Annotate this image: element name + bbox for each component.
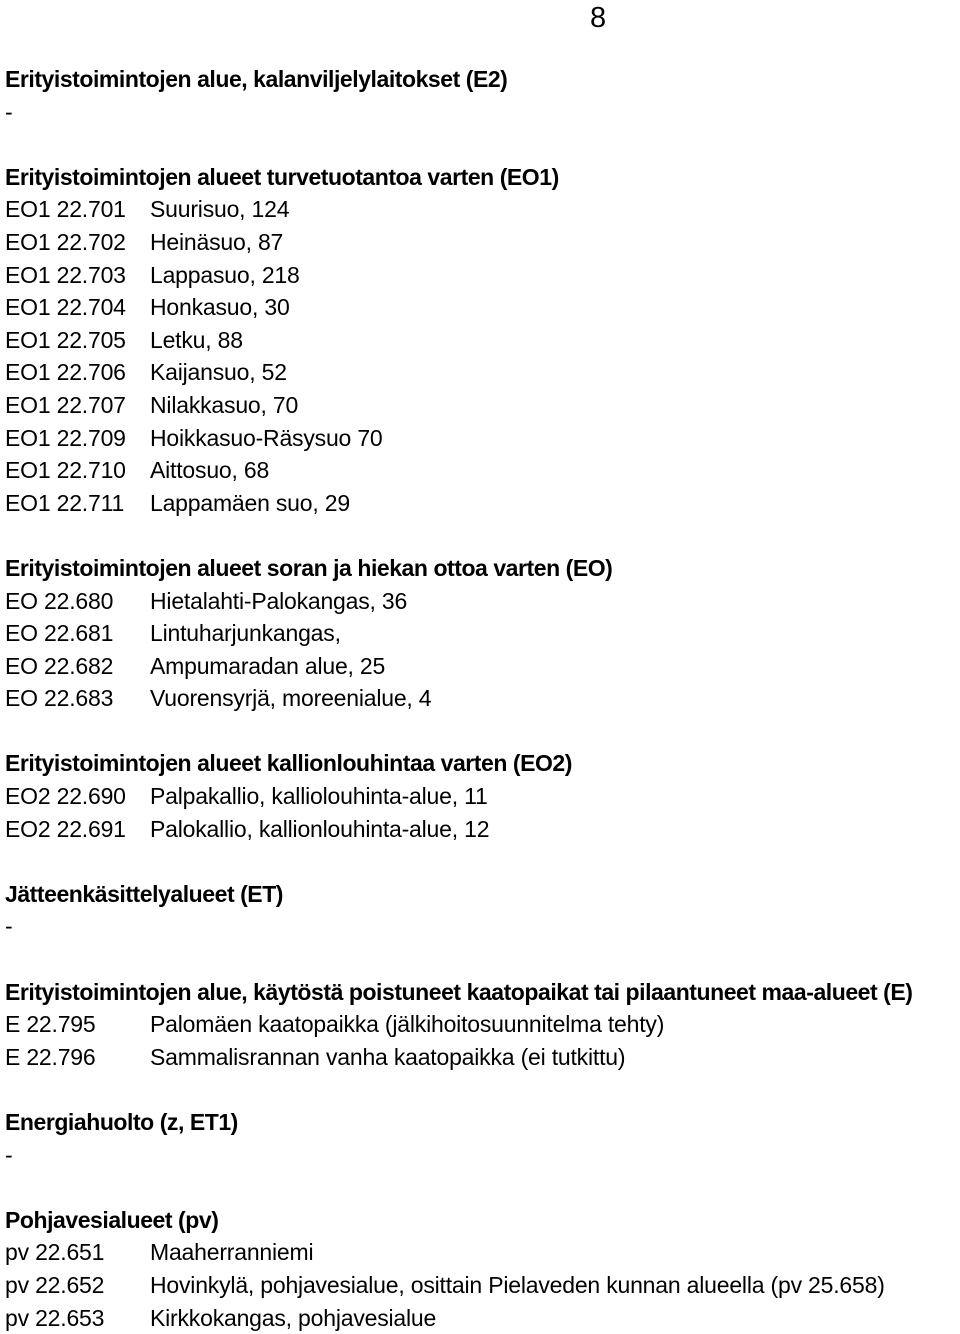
spacer	[5, 519, 960, 552]
list-item	[5, 650, 960, 683]
item-code: EO2 22.690	[5, 783, 126, 810]
empty-placeholder-e2: -	[5, 98, 13, 125]
spacer	[5, 1073, 960, 1106]
list-item	[5, 389, 960, 422]
list-item	[5, 682, 960, 715]
spacer	[5, 1171, 960, 1204]
item-code: EO1 22.709	[5, 424, 126, 451]
item-code: EO1 22.707	[5, 391, 126, 418]
spacer	[5, 128, 960, 161]
item-code: EO2 22.691	[5, 815, 126, 842]
item-name: Ampumaradan alue, 25	[150, 652, 386, 679]
item-name: Hietalahti-Palokangas, 36	[150, 587, 408, 614]
list-item	[5, 780, 960, 813]
section-heading-e: Erityistoimintojen alue, käytöstä poistuneet kaatopaikat tai pilaantuneet maa-alueet (E)	[5, 978, 913, 1005]
item-code: E 22.795	[5, 1011, 96, 1038]
list-item	[5, 356, 960, 389]
document-body	[5, 63, 960, 1334]
item-name: Kaijansuo, 52	[150, 359, 287, 386]
item-name: Kirkkokangas, pohjavesialue	[150, 1304, 437, 1331]
section-heading-pv: Pohjavesialueet (pv)	[5, 1206, 219, 1233]
item-code: EO1 22.705	[5, 326, 126, 353]
spacer	[5, 943, 960, 976]
item-code: pv 22.653	[5, 1304, 105, 1331]
item-name: Lintuharjunkangas,	[150, 620, 341, 647]
list-item	[5, 193, 960, 226]
list-item	[5, 422, 960, 455]
item-code: EO 22.681	[5, 620, 114, 647]
item-code: pv 22.652	[5, 1271, 105, 1298]
list-item	[5, 291, 960, 324]
item-code: EO1 22.704	[5, 294, 126, 321]
page-number: 8	[590, 2, 607, 34]
item-code: EO1 22.701	[5, 196, 126, 223]
item-name: Aittosuo, 68	[150, 457, 270, 484]
section-heading-eo2: Erityistoimintojen alueet kallionlouhintaa varten (EO2)	[5, 750, 572, 777]
empty-placeholder-et: -	[5, 913, 13, 940]
item-name: Suurisuo, 124	[150, 196, 290, 223]
item-code: EO 22.683	[5, 685, 114, 712]
item-name: Lappamäen suo, 29	[150, 489, 350, 516]
list-item	[5, 813, 960, 846]
list-item	[5, 1236, 960, 1269]
list-item	[5, 585, 960, 618]
item-name: Nilakkasuo, 70	[150, 391, 299, 418]
item-code: EO1 22.711	[5, 489, 125, 516]
item-name: Palokallio, kallionlouhinta-alue, 12	[150, 815, 490, 842]
item-name: Maaherranniemi	[150, 1239, 314, 1266]
item-code: EO1 22.703	[5, 261, 126, 288]
item-name: Hovinkylä, pohjavesialue, osittain Pielaveden kunnan alueella (pv 25.658)	[150, 1271, 885, 1298]
item-code: pv 22.651	[5, 1239, 105, 1266]
list-item	[5, 487, 960, 520]
list-item	[5, 1008, 960, 1041]
item-code: EO1 22.702	[5, 228, 126, 255]
list-item	[5, 259, 960, 292]
item-name: Palomäen kaatopaikka (jälkihoitosuunnitelma tehty)	[150, 1011, 665, 1038]
item-name: Vuorensyrjä, moreenialue, 4	[150, 685, 432, 712]
spacer	[5, 715, 960, 748]
item-code: EO1 22.706	[5, 359, 126, 386]
empty-placeholder-et1: -	[5, 1141, 13, 1168]
list-item	[5, 324, 960, 357]
section-heading-e2: Erityistoimintojen alue, kalanviljelylaitokset (E2)	[5, 66, 508, 92]
item-name: Hoikkasuo-Räsysuo 70	[150, 424, 383, 451]
item-name: Honkasuo, 30	[150, 294, 290, 321]
item-name: Heinäsuo, 87	[150, 228, 284, 255]
item-name: Sammalisrannan vanha kaatopaikka (ei tutkittu)	[150, 1043, 626, 1070]
item-code: E 22.796	[5, 1043, 96, 1070]
item-code: EO1 22.710	[5, 457, 126, 484]
spacer	[5, 845, 960, 878]
section-heading-eo1: Erityistoimintojen alueet turvetuotantoa varten (EO1)	[5, 163, 559, 190]
list-item	[5, 1302, 960, 1334]
list-item	[5, 617, 960, 650]
list-item	[5, 1041, 960, 1074]
section-heading-et1: Energiahuolto (z, ET1)	[5, 1109, 238, 1135]
list-item	[5, 1269, 960, 1302]
item-name: Letku, 88	[150, 326, 243, 353]
section-heading-et: Jätteenkäsittelyalueet (ET)	[5, 880, 284, 907]
list-item	[5, 226, 960, 259]
item-code: EO 22.682	[5, 652, 114, 679]
section-heading-eo: Erityistoimintojen alueet soran ja hiekan ottoa varten (EO)	[5, 554, 613, 581]
item-name: Palpakallio, kalliolouhinta-alue, 11	[150, 783, 488, 810]
list-item	[5, 454, 960, 487]
item-name: Lappasuo, 218	[150, 261, 300, 288]
item-code: EO 22.680	[5, 587, 114, 614]
